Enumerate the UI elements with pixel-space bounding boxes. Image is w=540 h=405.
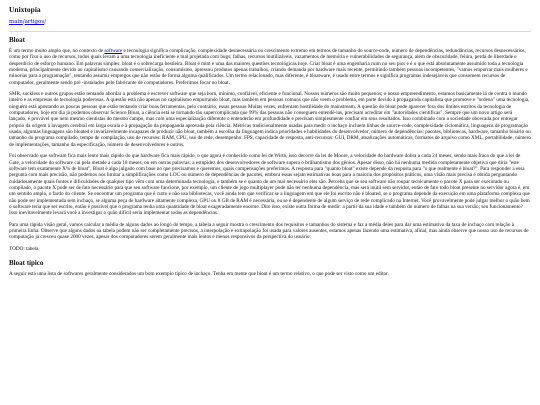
- section-bloat: [9, 36, 531, 252]
- paragraph-groups: SMR, suckless e outros grupos estão tentando abordar o problema e escrever software que seja bom, mínimo, confiável, eficiente e funcional. Nossos números são muito pequenos; o nosso empreendimento, estamos basicamente lá de contra o mundo inteiro e as empresas de tecnologia poderosas. A questão está não apenas no capitalismo empurrando bloat, mas também em pessoas comuns que não veem o problema, em parte devido à propaganda capitalista que promove e "ordena" uma tecnologia, ninguém está apostando as poucas pessoas que estão tentando criar boas ferramentas, pelo contrário, essas pessoas Muitas vezes, enfrentam hostilidade do mainstream. A questão do bloat pode aparecer fora dos limites estritos da tecnologia de computadores, hoje em dia já podemos observar Science Bloat, a ciência está se tornando tão supercomplicada que 99% das pessoas não conseguem entendê-las, precisam acreditar em "autoridades científicas". Sempre que um novo artigo será lançado, é provável que nem mesmo cientistas do mesmo campo, mas com uma especialização diferente o entenderão em profundidade e precisam simplesmente confiar em seus resultados. Isso combinado com a sociedade obcecada por entregar próprio da origem à lavagem cerebral em larga escala e à propagação da propaganda aprovada pela ciência. Métricas tradicionalmente usadas para medir o inchaço incluem linhas de source-code, complexidade ciclomática, linguagens de programação usada, algumas linguagens são bloated e invariavelmente incapazes de produzir não bloat, também a escolha da linguagem indica prioridades e habilidades do desenvolvedor, número de dependências: pacotes, bibliotecas, hardware, tamanho binário ou tamanho do programa compilado, tempo de compilação, uso de recursos: RAM, CPU, uso de rede, desempenho: FPS, capacidade de resposta, anti-recursos: GUI, DRM, atualizações automáticas, formatos de arquivo como XML, portabilidade, número de implementações, tamanho da especificação, número de desenvolvedores e outros.: [9, 91, 531, 148]
- section-heading: Bloat típico: [9, 258, 44, 267]
- paragraph-typical-list-intro: A seguir está uma lista de softwares geralmente considerados um bom exemplo típico de inchaço. Tenha em mente que bloat é um termo relativo, o que pode ser visto como um editor.: [9, 270, 389, 277]
- breadcrumb-main-link[interactable]: main: [9, 19, 23, 25]
- site-title: Unixtopia: [9, 5, 41, 14]
- paragraph-text: e tecnologia significa complicação, complexidade desnecessária ou crescimento extremo em termos de tamanho do source-code, número de dependências, redundâncias, recursos desnecessários, como por fixo o uso de recursos, todos quais levam a uma tecnologia ineficiente e mal projetada com bugs; falhas, recursos inutilizáveis, vazamentos de memória e vulnerabilidades de segurança, além de obscuridade, feiúra, perda de liberdade e desperdício de esforço humano. Em palavras simples: bloat é o sobrecarga bestieira. Bloat é mim e uma das maiores questões tecnológicas hoje. Criar bloat é uma engenharia ruim no seu pior e é o que está absolutamente assumido toda a tecnologia moderna, principalmente devido ao capitalismo causando comercialização, consumismo, apressou produtos apenas trabalhos, criando demanda por hardware mais recente, permitindo também pessoas incompetentes, "vamos empurrar mais mulheres e minorias para a programação", tentando assumir empregos que não estão de forma alguma qualificados. Um termo relacionado, mas diferente, é bloatware, é usado entre termos e significa programas indesejáveis que consomem recursos de computador, geralmente sendo pré -instalados pelo fabricante de computadores. Preferimos focar no bloat.: [9, 48, 528, 86]
- breadcrumb: [9, 19, 531, 25]
- software-link[interactable]: software: [104, 48, 123, 54]
- paragraph-todo: TODO: tabela: [9, 245, 39, 252]
- section-bloat-tipico: [9, 259, 531, 277]
- paragraph-intro: [9, 48, 531, 86]
- paragraph-wirth-law: Foi observado que software fica mais lento mais rápido do que hardware fica mais rápido, o que agora é conhecido como lei de Wirth, isso decorre da lei de Moore, a velocidade do hardware dobra a cada 24 meses, sendo mais fraca do que a lei de Gate, a velocidade do software cai pela metade a cada 18 meses, ou em outras palavras: a estupidez dos desenvolvedores de software supera o brilhantismo dos gênios. Apesar disso, não há nenhuma medida completamente objetiva que diria "este software tem exatamente X% de bloat", Bloat é algo julgado com base no que precisamos e queremos, quais compensações preferimos. A resposta para "quanto bloat" existe depende da resposta para "o que realmente é bloat?". Para responder a essa pergunta com mais precisão, não podemos nos limitar a simplificações como LOC ou número de dependências de pacotes, embora essas sejam estimativas boas para a maioria dos propósitos práticos, uma visão mais precisa é obtida perguntando cuidadosamente quais fontes e dificuldades de qualquer tipo vêm com uma determinada tecnologia, e também se e quanto de um mal necessário eles são. Perceba que se seu software não roupar tecnicamente o pacote X para ser executado ou compilado, o pacote X pode ser de fato necessário para que seu software funcione, por exemplo, um cliente de jogo multiplayer pode não ter nenhuma dependência, mas será inútil sem servidor, então de fato todo bloat presente no servidor agora é, em um sentido amplo, o fardo do cliente. Se encontrar um programa que é curto e não usa bibliotecas, você ainda tem que verificar se a linguagem em que ele foi escrito não é bloated, se o programa depende da execução em uma plataforma complexa que não pode ser implementada sem inchaço, se alguma peça de hardware altamente complexa, GPU ou 8 GB de RAM é necessária, ou se é dependente de algum serviço de rede complicado na Internet. Você provavelmente pode julgar melhor o quão bem o software teria que ser escrito, então é possível que o programa tenha uma quantidade de bloat exageradamente enorme. Dito isso, existe outra forma de medir: a partir da sua idade e também do número de falhas na sua versão; seu funcionamento? Isso inevitavelmente levará você a investigar o quão difícil seria implementar todas as dependências.: [9, 153, 530, 217]
- header-divider: [9, 31, 531, 32]
- paragraph-text: É um termo muito amplo que, no contexto de: [9, 48, 105, 54]
- breadcrumb-trailing-separator: /: [44, 19, 47, 25]
- breadcrumb-separator: /: [22, 19, 25, 25]
- breadcrumb-artigos-link[interactable]: artigos: [24, 19, 45, 25]
- paragraph-overview: Para uma rápida visão geral, vamos calcular a média de alguns dados ao longo do tempo, a tabela a seguir mostra o crescimento dos requisitos e tamanhos do sistema e faz a média deles para dar uma estimativa da taxa de inchaço com relação à primeira linha. Observe que alguns dados na tabela podem não ser completamente precisos, a interpolação e extrapolação foi usada para valores ausentes, estamos apenas fazendo uma estimativa, afinal, mas ainda observe que nosso uso de recursos de computação já cresceu quase 2000 vezes, apesar dos computadores serem geralmente mais lentos e menos responsivos da perspectiva do usuário:: [9, 221, 529, 241]
- section-heading: Bloat: [9, 36, 25, 44]
